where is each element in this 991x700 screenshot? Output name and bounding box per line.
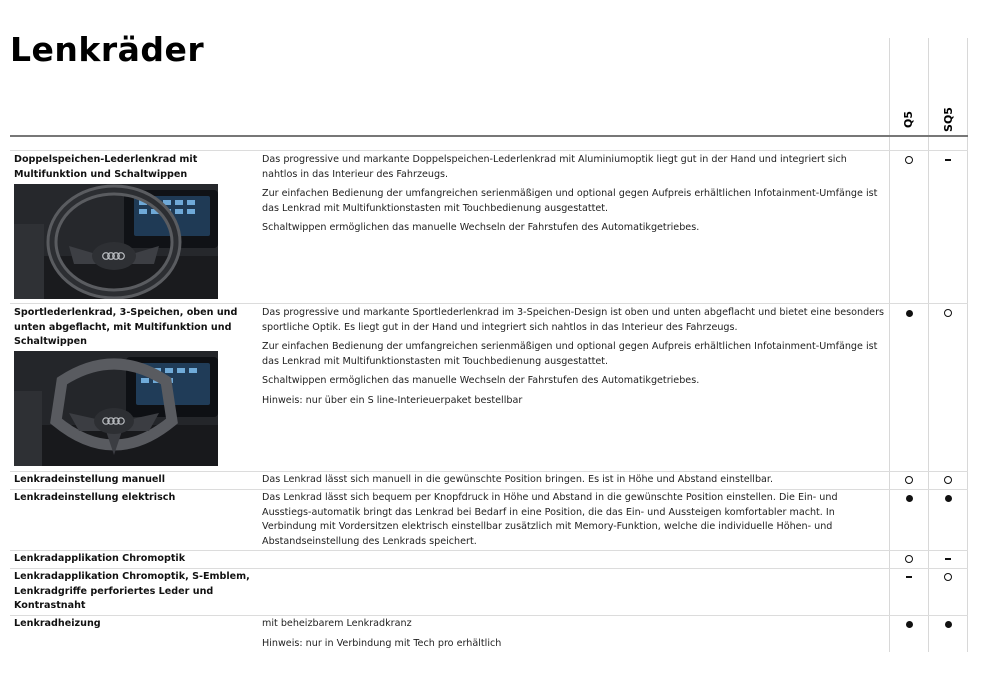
availability-sq5 xyxy=(929,155,967,167)
standard-symbol xyxy=(906,495,913,502)
header-rule xyxy=(10,135,968,137)
availability-q5 xyxy=(890,554,928,566)
description-paragraph: Das progressive und markante Sportlederlenkrad im 3-Speichen-Design ist oben und unten abgeflacht und bietet eine besonders sportliche Optik. Es liegt gut in der Hand und integriert sich nahtlos in das Interieur des Fahrzeugs. xyxy=(262,307,885,333)
standard-symbol xyxy=(945,621,952,628)
row-description xyxy=(262,617,884,656)
row-divider xyxy=(10,303,968,304)
description-paragraph: mit beheizbarem Lenkradkranz xyxy=(262,618,412,629)
description-paragraph: Schaltwippen ermöglichen das manuelle Wechseln der Fahrstufen des Automatikgetriebes. xyxy=(262,222,700,233)
table-row xyxy=(10,550,968,568)
optional-symbol xyxy=(905,156,913,164)
steering-wheel-double-spoke-image xyxy=(14,184,218,299)
row-title: Lenkradeinstellung manuell xyxy=(14,474,165,485)
not-available-symbol xyxy=(906,576,912,577)
column-header-q5-label: Q5 xyxy=(902,110,916,128)
availability-sq5 xyxy=(929,475,967,487)
row-divider xyxy=(10,489,968,490)
availability-sq5 xyxy=(929,554,967,566)
availability-sq5 xyxy=(929,619,967,631)
optional-symbol xyxy=(944,309,952,317)
table-row xyxy=(10,471,968,488)
column-header-sq5-label: SQ5 xyxy=(941,106,955,132)
column-header-q5 xyxy=(890,104,928,134)
row-description xyxy=(262,153,884,241)
row-title: Doppelspeichen-Lederlenkrad mit Multifunktion und Schaltwippen xyxy=(14,154,198,180)
availability-sq5 xyxy=(929,308,967,320)
table-row xyxy=(10,150,968,302)
row-divider xyxy=(10,550,968,551)
row-description xyxy=(262,306,884,413)
not-available-symbol xyxy=(945,159,951,160)
availability-q5 xyxy=(890,619,928,631)
steering-wheel-three-spoke-image xyxy=(14,351,218,466)
row-title: Lenkradapplikation Chromoptik xyxy=(14,553,186,564)
availability-q5 xyxy=(890,475,928,487)
table-row xyxy=(10,489,968,550)
description-paragraph: Zur einfachen Bedienung der umfangreichen serienmäßigen und optional gegen Aufpreis erhältlichen Infotainment-Umfänge ist das Lenkrad mit Multifunktionstasten mit Touchbedienung ausgestattet. xyxy=(262,341,878,367)
row-divider xyxy=(10,150,968,151)
row-divider xyxy=(10,471,968,472)
page-title: Lenkräder xyxy=(10,30,205,69)
row-divider xyxy=(10,568,968,569)
table-row xyxy=(10,568,968,615)
description-paragraph: Das progressive und markante Doppelspeichen-Lederlenkrad mit Aluminiumoptik liegt gut in der Hand und integriert sich nahtlos in das Interieur des Fahrzeugs. xyxy=(262,154,847,180)
row-divider xyxy=(10,615,968,616)
row-title: Sportlederlenkrad, 3-Speichen, oben und unten abgeflacht, mit Multifunktion und Schaltwippen xyxy=(14,307,238,347)
description-paragraph: Zur einfachen Bedienung der umfangreichen serienmäßigen und optional gegen Aufpreis erhältlichen Infotainment-Umfänge ist das Lenkrad mit Multifunktionstasten mit Touchbedienung ausgestattet. xyxy=(262,188,878,214)
row-title: Lenkradeinstellung elektrisch xyxy=(14,492,176,503)
row-title: Lenkradheizung xyxy=(14,618,101,629)
standard-symbol xyxy=(906,621,913,628)
availability-sq5 xyxy=(929,572,967,584)
availability-q5 xyxy=(890,493,928,505)
description-paragraph: Hinweis: nur über ein S line-Interieuerpaket bestellbar xyxy=(262,394,523,406)
column-header-sq5 xyxy=(929,104,967,134)
standard-symbol xyxy=(945,495,952,502)
description-paragraph: Das Lenkrad lässt sich manuell in die gewünschte Position bringen. Es ist in Höhe und Abstand einstellbar. xyxy=(262,474,774,485)
row-description xyxy=(262,491,884,554)
standard-symbol xyxy=(906,310,913,317)
optional-symbol xyxy=(944,573,952,581)
row-title: Lenkradapplikation Chromoptik, S-Emblem, Lenkradgriffe perforiertes Leder und Kontrastnaht xyxy=(14,571,250,611)
optional-symbol xyxy=(905,476,913,484)
optional-symbol xyxy=(905,555,913,563)
table-row xyxy=(10,615,968,653)
optional-symbol xyxy=(944,476,952,484)
description-paragraph: Hinweis: nur in Verbindung mit Tech pro erhältlich xyxy=(262,637,502,649)
table-row xyxy=(10,303,968,470)
not-available-symbol xyxy=(945,558,951,559)
availability-q5 xyxy=(890,308,928,320)
availability-q5 xyxy=(890,155,928,167)
description-paragraph: Schaltwippen ermöglichen das manuelle Wechseln der Fahrstufen des Automatikgetriebes. xyxy=(262,375,700,386)
description-paragraph: Das Lenkrad lässt sich bequem per Knopfdruck in Höhe und Abstand in die gewünschte Position einstellen. Die Ein- und Ausstiegs-automatik bringt das Lenkrad bei Bedarf in eine Position, die das Ein- und Aussteigen komfortabler macht. In Verbindung mit Vordersitzen elektrisch einstellbar zusätzlich mit Memory-Funktion, welche die individuelle Höhen- und Abstandseinstellung des Lenkrads speichert. xyxy=(262,492,838,547)
availability-sq5 xyxy=(929,493,967,505)
availability-q5 xyxy=(890,572,928,584)
